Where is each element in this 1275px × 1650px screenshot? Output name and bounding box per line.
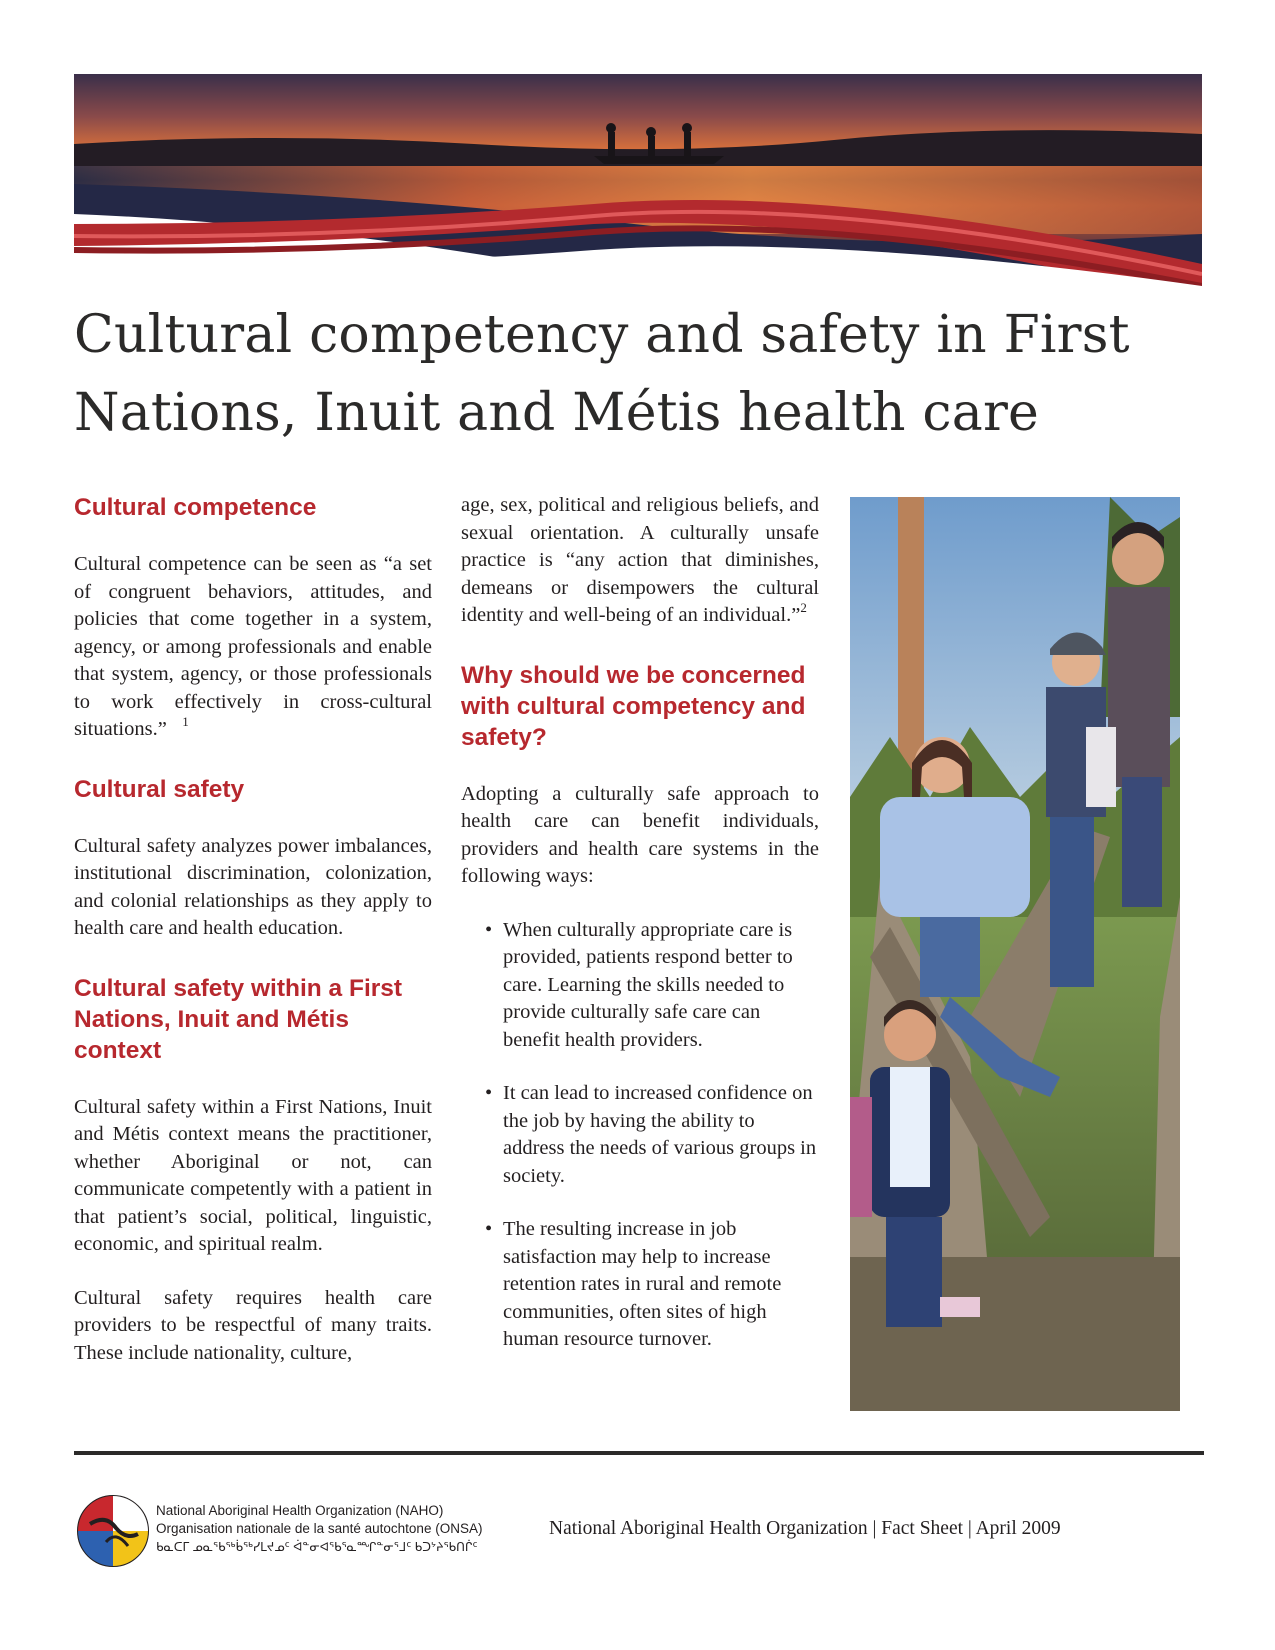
context-heading-line-3: context — [74, 1036, 162, 1064]
concern-heading-line-3: safety? — [461, 723, 547, 751]
competence-text: Cultural competence can be seen as “a set of congruent behaviors, attitudes, and policies that come together in a system, agency, or among professionals and enable that system, agency, or those professionals to work effectively in cross-cultural situations.” — [74, 553, 432, 740]
footer-divider — [74, 1451, 1204, 1455]
list-item — [461, 1216, 819, 1354]
title-line-2: Nations, Inuit and Métis health care — [74, 383, 1039, 443]
bullet-text: The resulting increase in job satisfaction may help to increase retention rates in rural and remote communities, often sites of high human resource turnover. — [503, 1218, 782, 1350]
context-para-2-cont-text: age, sex, political and religious beliefs, and sexual orientation. A culturally unsafe practice is “any action that diminishes, demeans or disempowers the cultural identity and well-being of an individual.” — [461, 494, 819, 626]
concern-intro: Adopting a culturally safe approach to health care can benefit individuals, providers and health care systems in the following ways: — [461, 782, 819, 887]
footnote-2: 2 — [800, 600, 807, 615]
column-middle — [461, 492, 819, 1354]
column-left — [74, 492, 432, 1367]
footer-publication-info: National Aboriginal Health Organization | Fact Sheet | April 2009 — [549, 1518, 1061, 1539]
bullet-marker: • — [485, 1082, 493, 1104]
org-name-english: National Aboriginal Health Organization (NAHO) — [156, 1503, 444, 1518]
list-item — [461, 917, 819, 1055]
banner-image — [74, 74, 1202, 286]
context-para-1: Cultural safety within a First Nations, Inuit and Métis context means the practitioner, whether Aboriginal or not, can communicate competently with a patient in that patient’s social, political, linguistic, economic, and spiritual realm. — [74, 1095, 432, 1255]
bullet-marker: • — [485, 918, 493, 941]
page-title — [74, 296, 1204, 452]
heading-cultural-safety: Cultural safety — [74, 775, 245, 803]
context-para-2: Cultural safety requires health care providers to be respectful of many traits. These include nationality, culture, — [74, 1286, 432, 1364]
list-item — [461, 1080, 819, 1190]
bullet-text: When culturally appropriate care is provided, patients respond better to care. Learning the skills needed to provide culturally safe care can benefit health providers. — [503, 918, 793, 1051]
org-name-french: Organisation nationale de la santé autochtone (ONSA) — [156, 1521, 483, 1536]
competence-body — [74, 551, 432, 744]
org-name-inuktitut: ᑲᓇᑕᒥ ᓄᓇᖃᖅᑳᖅᓯᒪᔪᓄᑦ ᐋᓐᓂᐊᖃᕐᓇᙱᓐᓂᕐᒧᑦ ᑲᑐᔾᔨᖃᑎᒌᑦ — [156, 1540, 478, 1554]
footnote-1: 1 — [182, 714, 189, 729]
context-para-2-continued — [461, 492, 819, 630]
context-heading-line-1: Cultural safety within a First — [74, 974, 403, 1002]
title-line-1: Cultural competency and safety in First — [74, 305, 1130, 365]
bullet-text: It can lead to increased confidence on the job by having the ability to address the needs of various groups in society. — [503, 1082, 817, 1187]
naho-logo-icon — [76, 1494, 150, 1568]
context-heading-line-2: Nations, Inuit and Métis — [74, 1005, 349, 1033]
heading-why-concerned — [461, 660, 819, 753]
concern-heading-line-2: with cultural competency and — [461, 692, 806, 720]
heading-safety-context — [74, 973, 432, 1066]
children-photo — [850, 497, 1180, 1411]
heading-cultural-competence: Cultural competence — [74, 494, 317, 521]
organization-names — [156, 1502, 482, 1556]
bullet-marker: • — [485, 1218, 493, 1240]
concern-heading-line-1: Why should we be concerned — [461, 661, 806, 689]
benefits-list — [461, 917, 819, 1354]
safety-body: Cultural safety analyzes power imbalances, institutional discrimination, colonization, and colonial relationships as they apply to health care and health education. — [74, 834, 432, 939]
